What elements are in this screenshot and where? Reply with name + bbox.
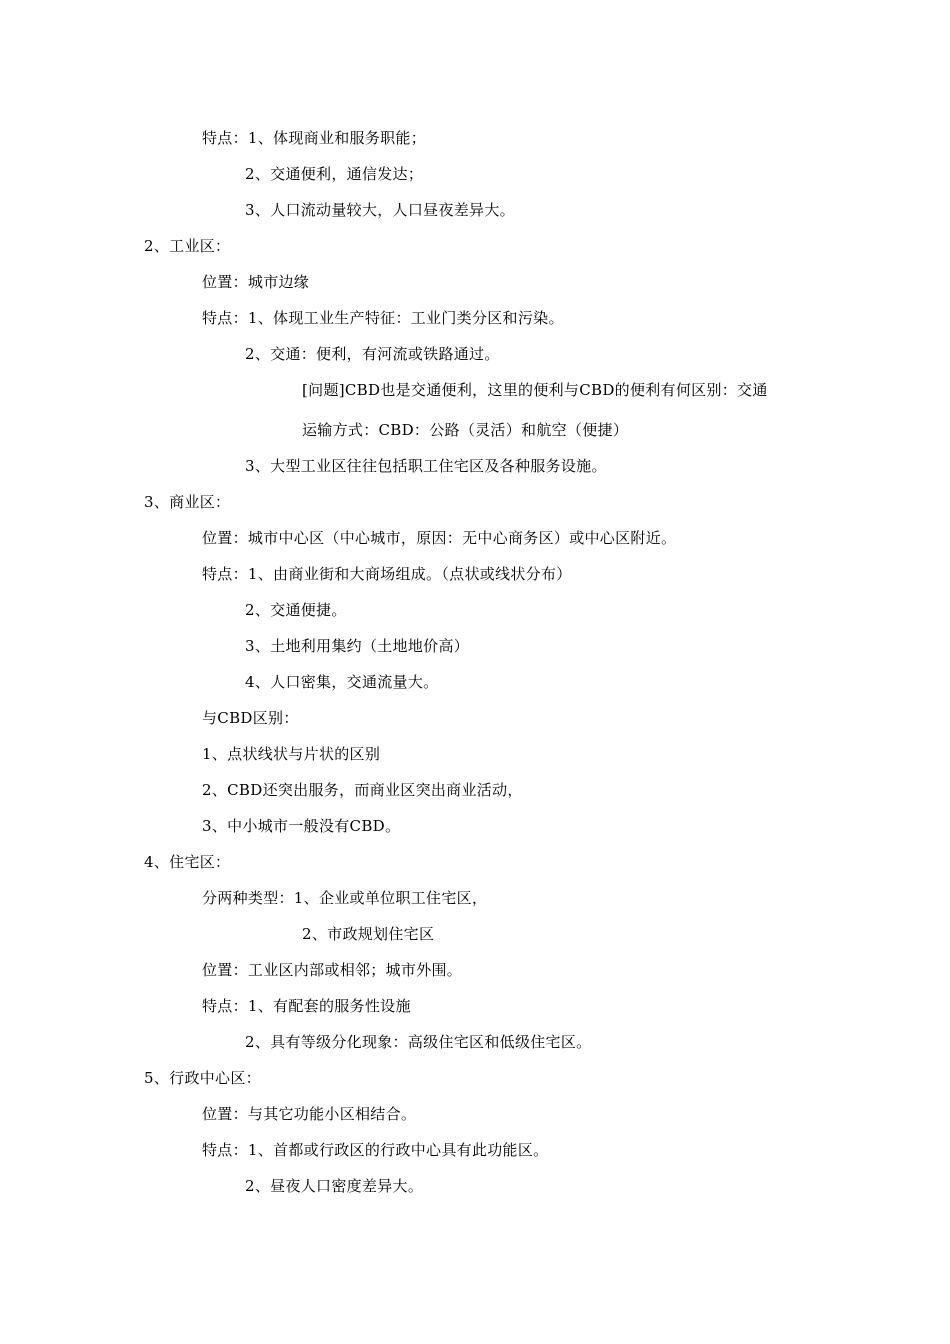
text-line: [问题]CBD也是交通便利，这里的便利与CBD的便利有何区别：交通 [302,381,768,399]
text-line: 位置：与其它功能小区相结合。 [202,1105,417,1123]
text-line: 2、市政规划住宅区 [302,925,435,943]
text-line: 特点：1、体现工业生产特征：工业门类分区和污染。 [202,309,564,327]
section-heading: 2、工业区： [144,237,231,255]
text-line: 1、点状线状与片状的区别 [202,745,381,763]
text-line: 3、土地利用集约（土地地价高） [245,637,470,655]
text-line: 2、昼夜人口密度差异大。 [245,1177,424,1195]
text-line: 3、大型工业区往往包括职工住宅区及各种服务设施。 [245,457,607,475]
text-line: 3、人口流动量较大，人口昼夜差异大。 [245,201,515,219]
text-line: 位置：工业区内部或相邻；城市外围。 [202,961,463,979]
text-line: 2、交通便捷。 [245,601,347,619]
text-line: 特点：1、由商业街和大商场组成。（点状或线状分布） [202,565,572,583]
section-heading: 5、行政中心区： [144,1069,261,1087]
text-line: 3、中小城市一般没有CBD。 [202,817,401,835]
text-line: 特点：1、首都或行政区的行政中心具有此功能区。 [202,1141,549,1159]
section-heading: 3、商业区： [144,493,231,511]
text-line: 4、人口密集，交通流量大。 [245,673,439,691]
text-line: 位置：城市边缘 [202,273,310,291]
section-heading: 4、住宅区： [144,853,231,871]
text-line: 位置：城市中心区（中心城市，原因：无中心商务区）或中心区附近。 [202,529,677,547]
text-line: 2、具有等级分化现象：高级住宅区和低级住宅区。 [245,1033,592,1051]
text-line: 运输方式：CBD：公路（灵活）和航空（便捷） [302,421,629,439]
text-line: 特点：1、有配套的服务性设施 [202,997,411,1015]
text-line: 与CBD区别： [202,709,299,727]
text-line: 特点：1、体现商业和服务职能； [202,129,427,147]
text-line: 分两种类型：1、企业或单位职工住宅区， [202,889,488,907]
text-line: 2、交通：便利，有河流或铁路通过。 [245,345,500,363]
text-line: 2、CBD还突出服务，而商业区突出商业活动， [202,781,523,799]
text-line: 2、交通便利，通信发达； [245,165,424,183]
